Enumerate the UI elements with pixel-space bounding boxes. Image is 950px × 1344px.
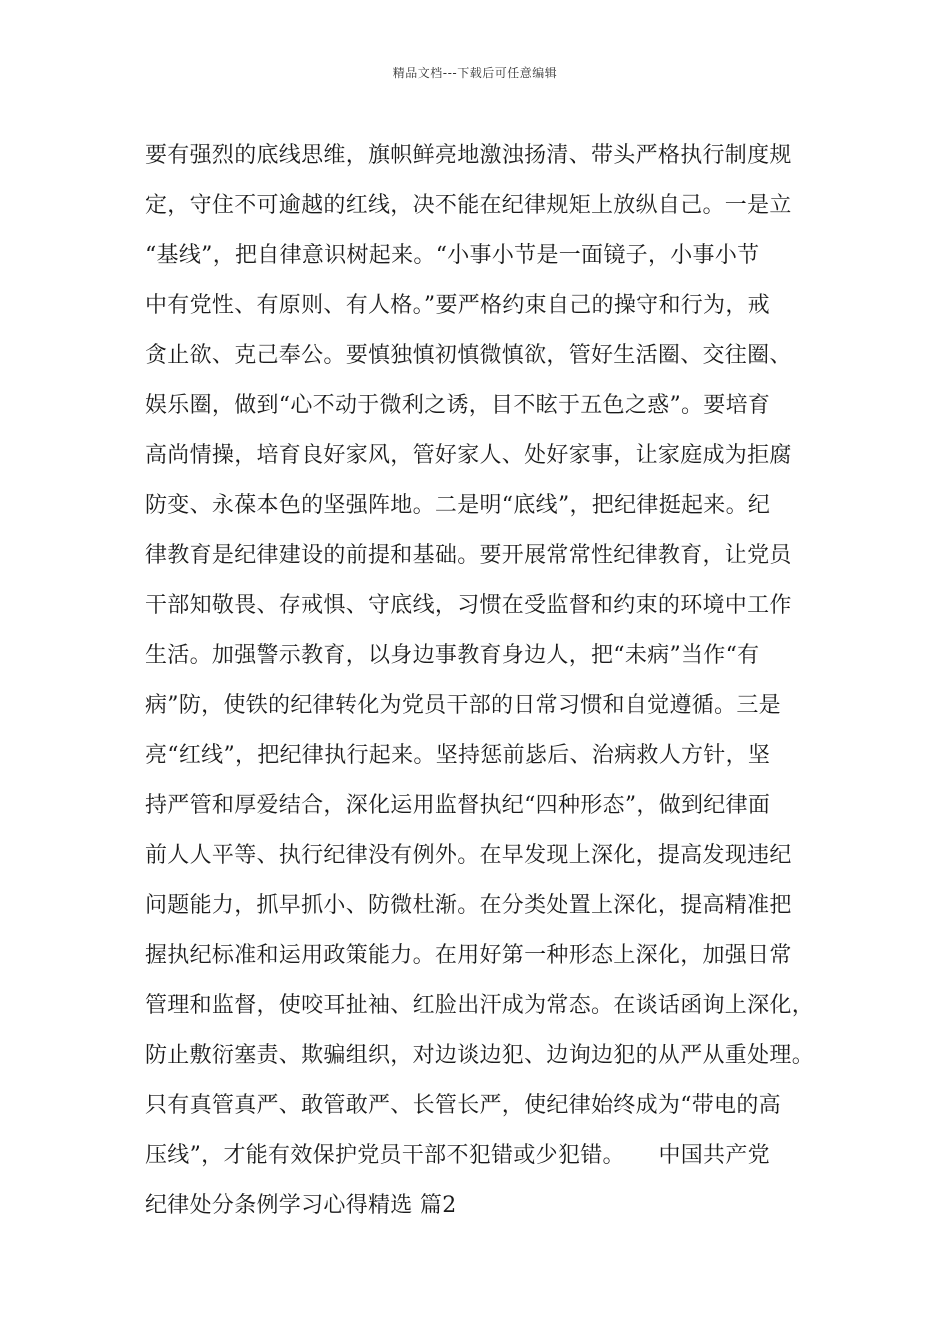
- text-line: 贪止欲、克己奉公。要慎独慎初慎微慎欲，管好生活圈、交往圈、: [145, 343, 792, 368]
- text-line: 律教育是纪律建设的前提和基础。要开展常常性纪律教育，让党员: [145, 543, 792, 568]
- text-line: 只有真管真严、敢管敢严、长管长严，使纪律始终成为“带电的高: [145, 1093, 781, 1118]
- text-line: 前人人平等、执行纪律没有例外。在早发现上深化，提高发现违纪: [145, 843, 792, 868]
- text-line: 娱乐圈，做到“心不动于微利之诱，目不眩于五色之惑”。要培育: [145, 393, 771, 418]
- text-line: 防变、永葆本色的坚强阵地。二是明“底线”，把纪律挺起来。纪: [145, 493, 771, 518]
- text-line: “基线”，把自律意识树起来。“小事小节是一面镜子，小事小节: [145, 243, 760, 268]
- text-line: 中有党性、有原则、有人格。”要严格约束自己的操守和行为，戒: [145, 293, 770, 318]
- text-line: 亮“红线”，把纪律执行起来。坚持惩前毖后、治病救人方针，坚: [145, 743, 771, 768]
- section-heading-line: 纪律处分条例学习心得精选 篇2: [145, 1193, 457, 1218]
- text-line: 持严管和厚爱结合，深化运用监督执纪“四种形态”，做到纪律面: [145, 793, 771, 818]
- text-line: 握执纪标准和运用政策能力。在用好第一种形态上深化，加强日常: [145, 943, 792, 968]
- text-line: 要有强烈的底线思维，旗帜鲜亮地激浊扬清、带头严格执行制度规: [145, 143, 792, 168]
- text-line: 管理和监督，使咬耳扯袖、红脸出汗成为常态。在谈话函询上深化，: [145, 993, 815, 1018]
- text-line: 生活。加强警示教育，以身边事教育身边人，把“未病”当作“有: [145, 643, 760, 668]
- text-line: 问题能力，抓早抓小、防微杜渐。在分类处置上深化，提高精准把: [145, 893, 792, 918]
- text-line: 压线”，才能有效保护党员干部不犯错或少犯错。 中国共产党: [145, 1143, 770, 1168]
- body-text: [145, 131, 825, 1231]
- text-line: 防止敷衍塞责、欺骗组织，对边谈边犯、边询边犯的从严从重处理。: [145, 1043, 815, 1068]
- text-line: 干部知敬畏、存戒惧、守底线，习惯在受监督和约束的环境中工作: [145, 593, 792, 618]
- text-line: 病”防，使铁的纪律转化为党员干部的日常习惯和自觉遵循。三是: [145, 693, 781, 718]
- text-line: 定，守住不可逾越的红线，决不能在纪律规矩上放纵自己。一是立: [145, 193, 792, 218]
- page-header: 精品文档---下载后可任意编辑: [392, 66, 558, 80]
- text-line: 高尚情操，培育良好家风，管好家人、处好家事，让家庭成为拒腐: [145, 443, 792, 468]
